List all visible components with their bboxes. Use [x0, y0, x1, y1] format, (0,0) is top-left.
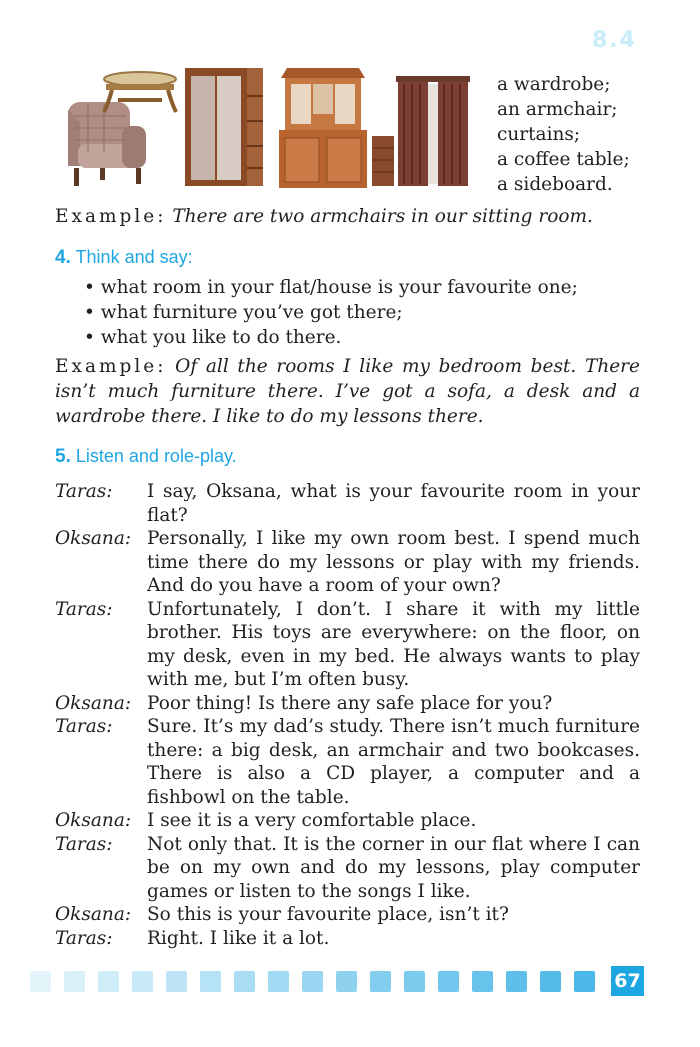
speaker: Oksana:: [55, 692, 132, 714]
example-label: Example:: [55, 356, 167, 377]
dialogue-line: So this is your favourite place, isn’t it?: [147, 904, 509, 925]
footer-square: [438, 971, 459, 992]
speaker: Oksana:: [55, 904, 132, 925]
footer-square: [132, 971, 153, 992]
dialogue: [55, 480, 640, 950]
dialogue-line: Poor thing! Is there any safe place for you?: [147, 692, 553, 714]
dialogue-line: Not only that. It is the corner in our flat where I can be on my own and do my lessons, play computer games or listen to the songs I like.: [147, 833, 640, 902]
dialogue-line: Personally, I like my own room best. I spend much time there do my lessons or play with my friends. And do you have a room of your own?: [147, 528, 640, 596]
dialogue-turn: [55, 809, 640, 833]
dialogue-line: Sure. It’s my dad’s study. There isn’t much furniture there: a big desk, an armchair and two bookcases. There is also a CD player, a computer and a fishbowl on the table.: [147, 716, 640, 808]
footer-square: [98, 971, 119, 992]
list-item: • what room in your flat/house is your favourite one;: [84, 277, 578, 298]
curtains-image: [372, 74, 472, 190]
wardrobe-image: [183, 66, 265, 190]
footer-square: [370, 971, 391, 992]
list-item: • what furniture you’ve got there;: [84, 302, 403, 323]
sideboard-image: [275, 66, 371, 190]
footer-decoration: [30, 968, 608, 994]
task-4-heading: [55, 247, 193, 269]
dialogue-turn: [55, 598, 640, 692]
example-2: [55, 354, 640, 429]
speaker: Taras:: [55, 481, 113, 502]
dialogue-line: Unfortunately, I don’t. I share it with my little brother. His toys are everywhere: on the floor, on my desk, even in my bed. He always wants to play with me, but I’m often busy.: [147, 598, 640, 690]
dialogue-turn: [55, 927, 640, 951]
dialogue-turn: [55, 715, 640, 809]
speaker: Oksana:: [55, 528, 132, 549]
footer-square: [200, 971, 221, 992]
dialogue-line: I see it is a very comfortable place.: [147, 810, 477, 831]
section-number: 8.4: [592, 28, 637, 53]
footer-square: [268, 971, 289, 992]
task-5-heading: [55, 446, 237, 468]
example-1: [55, 204, 640, 229]
footer-square: [30, 971, 51, 992]
vocab-item: a wardrobe;: [497, 74, 611, 95]
speaker: Taras:: [55, 833, 113, 855]
dialogue-turn: [55, 903, 640, 927]
bullet-list: [84, 275, 578, 350]
vocab-item: curtains;: [497, 124, 581, 145]
speaker: Taras:: [55, 927, 113, 949]
speaker: Taras:: [55, 598, 113, 620]
example-text: There are two armchairs in our sitting room.: [172, 206, 593, 227]
example-label: Example:: [55, 206, 167, 227]
task-title: Think and say:: [75, 247, 193, 267]
list-item: • what you like to do there.: [84, 327, 342, 348]
footer-square: [472, 971, 493, 992]
speaker: Oksana:: [55, 810, 132, 831]
footer-square: [540, 971, 561, 992]
task-number: 4.: [55, 247, 71, 268]
dialogue-turn: [55, 480, 640, 527]
vocab-item: an armchair;: [497, 99, 618, 120]
vocab-item: a coffee table;: [497, 149, 630, 170]
task-number: 5.: [55, 446, 71, 467]
footer-square: [166, 971, 187, 992]
dialogue-line: Right. I like it a lot.: [147, 927, 330, 949]
footer-square: [336, 971, 357, 992]
footer-square: [404, 971, 425, 992]
page-number: 67: [611, 966, 644, 996]
footer-square: [234, 971, 255, 992]
footer-square: [64, 971, 85, 992]
dialogue-turn: [55, 692, 640, 716]
footer-square: [302, 971, 323, 992]
dialogue-turn: [55, 527, 640, 598]
example-text: Of all the rooms I like my bedroom best. There isn’t much furniture there. I’ve got a sofa, a desk and a wardrobe there. I like to do my lessons there.: [55, 356, 640, 427]
task-title: Listen and role-play.: [75, 446, 237, 466]
vocabulary-list: [497, 72, 630, 197]
footer-square: [506, 971, 527, 992]
coffee-table-image: [100, 70, 180, 114]
dialogue-line: I say, Oksana, what is your favourite room in your flat?: [147, 481, 640, 526]
dialogue-turn: [55, 833, 640, 904]
footer-square: [574, 971, 595, 992]
vocab-item: a sideboard.: [497, 174, 613, 195]
speaker: Taras:: [55, 716, 113, 737]
